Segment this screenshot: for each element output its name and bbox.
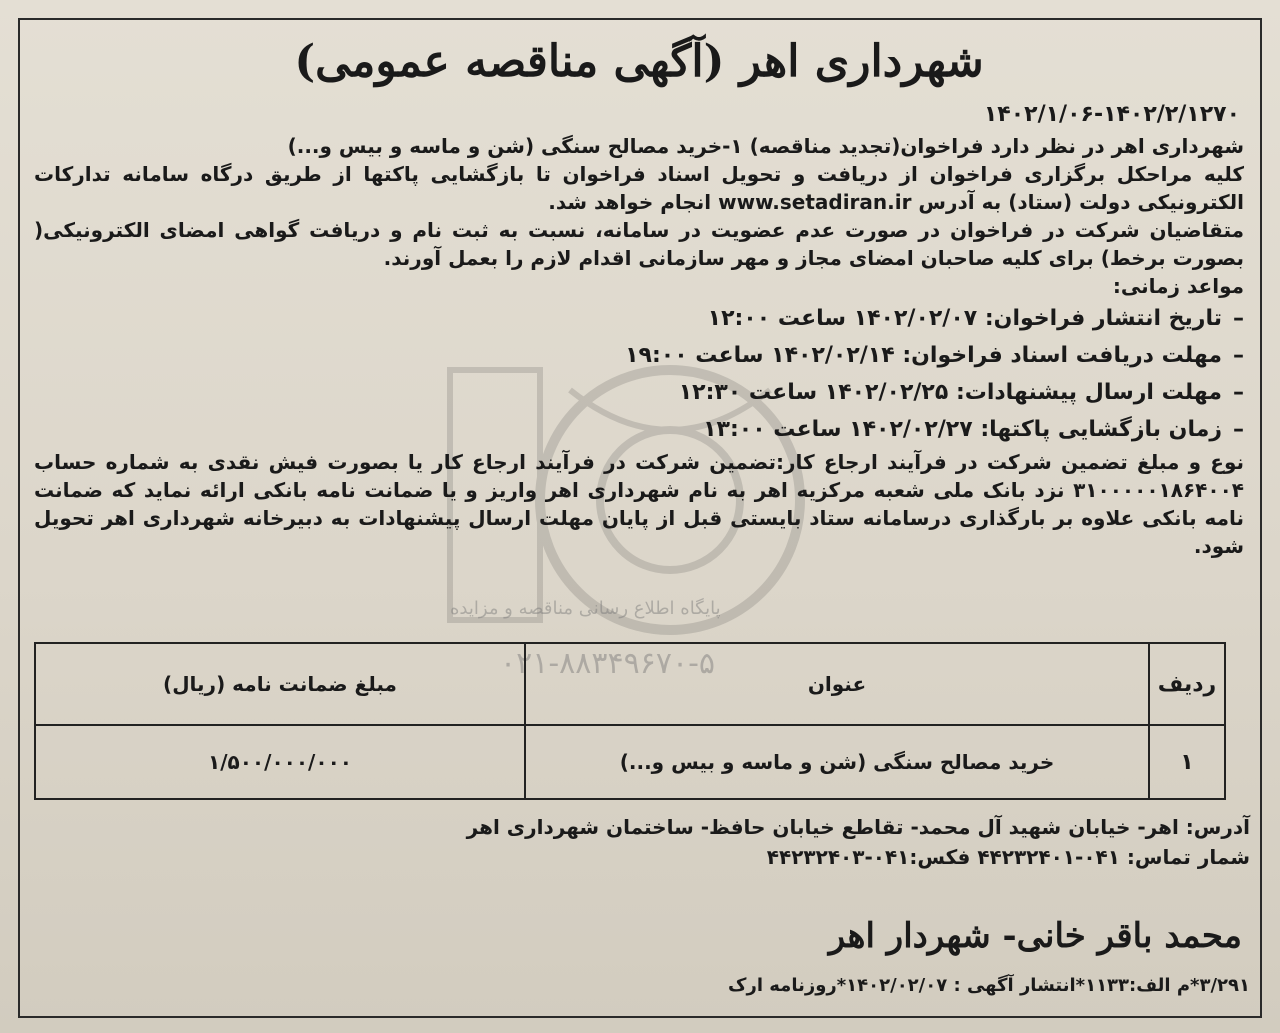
table-row <box>35 725 1225 799</box>
schedule-label: زمان بازگشایی پاکتها: <box>980 417 1222 442</box>
cell-title: خرید مصالح سنگی (شن و ماسه و بیس و...) <box>525 725 1149 799</box>
cell-amount: ۱/۵۰۰/۰۰۰/۰۰۰ <box>35 725 525 799</box>
schedule-item: –مهلت دریافت اسناد فراخوان: ۱۴۰۲/۰۲/۱۴ ساعت ۱۹:۰۰ <box>625 343 1244 368</box>
schedule-value: ۱۴۰۲/۰۲/۰۷ ساعت ۱۲:۰۰ <box>707 306 978 331</box>
schedule-value: ۱۴۰۲/۰۲/۲۵ ساعت ۱۲:۳۰ <box>678 380 949 405</box>
schedule-item: –زمان بازگشایی پاکتها: ۱۴۰۲/۰۲/۲۷ ساعت ۱۳:۰۰ <box>703 417 1244 442</box>
guarantee-paragraph: نوع و مبلغ تضمین شرکت در فرآیند ارجاع کار:تضمین شرکت در فرآیند ارجاع کار یا بصورت فیش نقدی به شماره حساب ۳۱۰۰۰۰۰۱۸۶۴۰۰۴ نزد بانک ملی شعبه مرکزیه اهر به نام شهرداری اهر واریز و یا ضمانت نامه بانکی ارائه نماید که ضمانت نامه بانکی علاوه بر بارگذاری درسامانه ستاد بایستی قبل از پایان مهلت ارسال پیشنهادات به دبیرخانه شهرداری اهر تحویل شود. <box>34 450 1244 558</box>
contact-block <box>467 812 1250 872</box>
address-line: آدرس: اهر- خیابان شهید آل محمد- تقاطع خیابان حافظ- ساختمان شهرداری اهر <box>466 815 1250 839</box>
intro-line: شهرداری اهر در نظر دارد فراخوان(تجدید مناقصه) ۱-خرید مصالح سنگی (شن و ماسه و بیس و...) <box>287 134 1244 158</box>
schedule-value: ۱۴۰۲/۰۲/۲۷ ساعت ۱۳:۰۰ <box>703 417 973 442</box>
notice-body <box>28 24 1250 560</box>
watermark-text: پایگاه اطلاع رسانی مناقصه و مزایده <box>450 598 721 619</box>
bidders-paragraph: متقاضیان شرکت در فراخوان در صورت عدم عضویت در سامانه، نسبت به ثبت نام و دریافت گواهی امضای الکترونیکی( بصورت برخط) برای کلیه صاحبان امضای مجاز و مهر سازمانی اقدام لازم را بعمل آورند. <box>34 218 1244 270</box>
table-header-row <box>35 643 1225 725</box>
setad-paragraph: کلیه مراحکل برگزاری فراخوان از دریافت و تحویل اسناد فراخوان تا بازگشایی پاکتها از طریق درگاه سامانه تدارکات الکترونیکی دولت (ستاد) به آدرس www.setadiran.ir انجام خواهد شد. <box>34 162 1244 214</box>
schedule-item: –تاریخ انتشار فراخوان: ۱۴۰۲/۰۲/۰۷ ساعت ۱۲:۰۰ <box>707 306 1244 331</box>
schedule-label: مهلت دریافت اسناد فراخوان: <box>902 343 1222 368</box>
schedule-item: –مهلت ارسال پیشنهادات: ۱۴۰۲/۰۲/۲۵ ساعت ۱۲:۳۰ <box>678 380 1244 405</box>
publication-footer: ۳/۲۹۱*م الف:۱۱۳۳*انتشار آگهی : ۱۴۰۲/۰۲/۰۷*روزنامه ارک <box>728 975 1250 996</box>
reference-number: ۱۴۰۲/۱/۰۶-۱۴۰۲/۲/۱۲۷۰ <box>983 102 1240 127</box>
schedule-heading: مواعد زمانی: <box>1112 274 1244 298</box>
notice-title: شهرداری اهر (آگهی مناقصه عمومی) <box>294 36 984 87</box>
header-row-number: ردیف <box>1149 643 1225 725</box>
phone-line: شمار تماس: ۰۴۱-۴۴۲۳۲۴۰۱ فکس:۰۴۱-۴۴۲۳۲۴۰۳ <box>766 845 1250 869</box>
signature: محمد باقر خانی- شهردار اهر <box>828 916 1242 956</box>
items-table <box>34 642 1226 800</box>
cell-row-number: ۱ <box>1149 725 1225 799</box>
schedule-label: مهلت ارسال پیشنهادات: <box>955 380 1222 405</box>
header-title: عنوان <box>525 643 1149 725</box>
schedule-label: تاریخ انتشار فراخوان: <box>984 306 1222 331</box>
schedule-value: ۱۴۰۲/۰۲/۱۴ ساعت ۱۹:۰۰ <box>625 343 895 368</box>
header-amount: مبلغ ضمانت نامه (ریال) <box>35 643 525 725</box>
watermark-phone: ۰۲۱-۸۸۳۴۹۶۷۰-۵ <box>500 646 716 681</box>
